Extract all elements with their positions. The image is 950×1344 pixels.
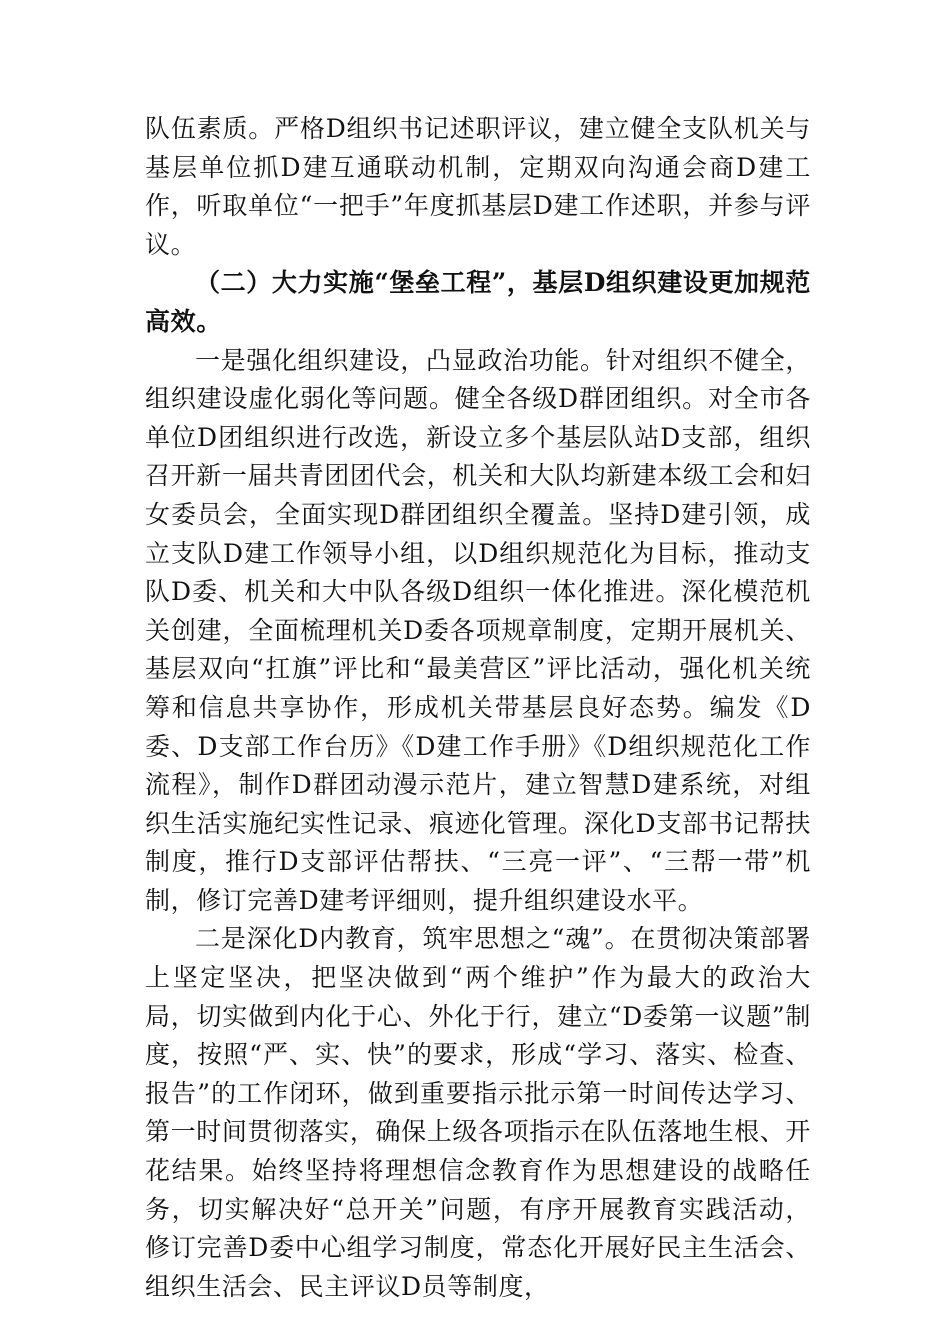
paragraph-organization-building: 一是强化组织建设，凸显政治功能。针对组织不健全，组织建设虚化弱化等问题。健全各级D群团组织。对全市各单位D团组织进行改选，新设立多个基层队站D支部，组织召开新一届共青团团代会，机关和大队均新建本级工会和妇女委员会，全面实现D群团组织全覆盖。坚持D建引领，成立支队D建工作领导小组，以D组织规范化为目标，推动支队D委、机关和大中队各级D组织一体化推进。深化模范机关创建，全面梳理机关D委各项规章制度，定期开展机关、基层双向“扛旗”评比和“最美营区”评比活动，强化机关统筹和信息共享协作，形成机关带基层良好态势。编发《D委、D支部工作台历》《D建工作手册》《D组织规范化工作流程》，制作D群团动漫示范片，建立智慧D建系统，对组织生活实施纪实性记录、痕迹化管理。深化D支部书记帮扶制度，推行D支部评估帮扶、“三亮一评”、“三帮一带”机制，修订完善D建考评细则，提升组织建设水平。	[145, 345, 811, 915]
paragraph-party-education: 二是深化D内教育，筑牢思想之“魂”。在贯彻决策部署上坚定坚决，把坚决做到“两个维护”作为最大的政治大局，切实做到内化于心、外化于行，建立“D委第一议题”制度，按照“严、实、快”的要求，形成“学习、落实、检查、报告”的工作闭环，做到重要指示批示第一时间传达学习、第一时间贯彻落实，确保上级各项指示在队伍落地生根、开花结果。始终坚持将理想信念教育作为思想建设的战略任务，切实解决好“总开关”问题，有序开展教育实践活动，修订完善D委中心组学习制度，常态化开展好民主生活会、组织生活会、民主评议D员等制度，	[145, 924, 811, 1301]
paragraph-1: 队伍素质。严格D组织书记述职评议，建立健全支队机关与基层单位抓D建互通联动机制，定期双向沟通会商D建工作，听取单位“一把手”年度抓基层D建工作述职，并参与评议。	[145, 114, 811, 259]
document-page	[145, 110, 811, 1306]
section-heading: （二）大力实施“堡垒工程”，基层D组织建设更加规范高效。	[145, 268, 811, 336]
